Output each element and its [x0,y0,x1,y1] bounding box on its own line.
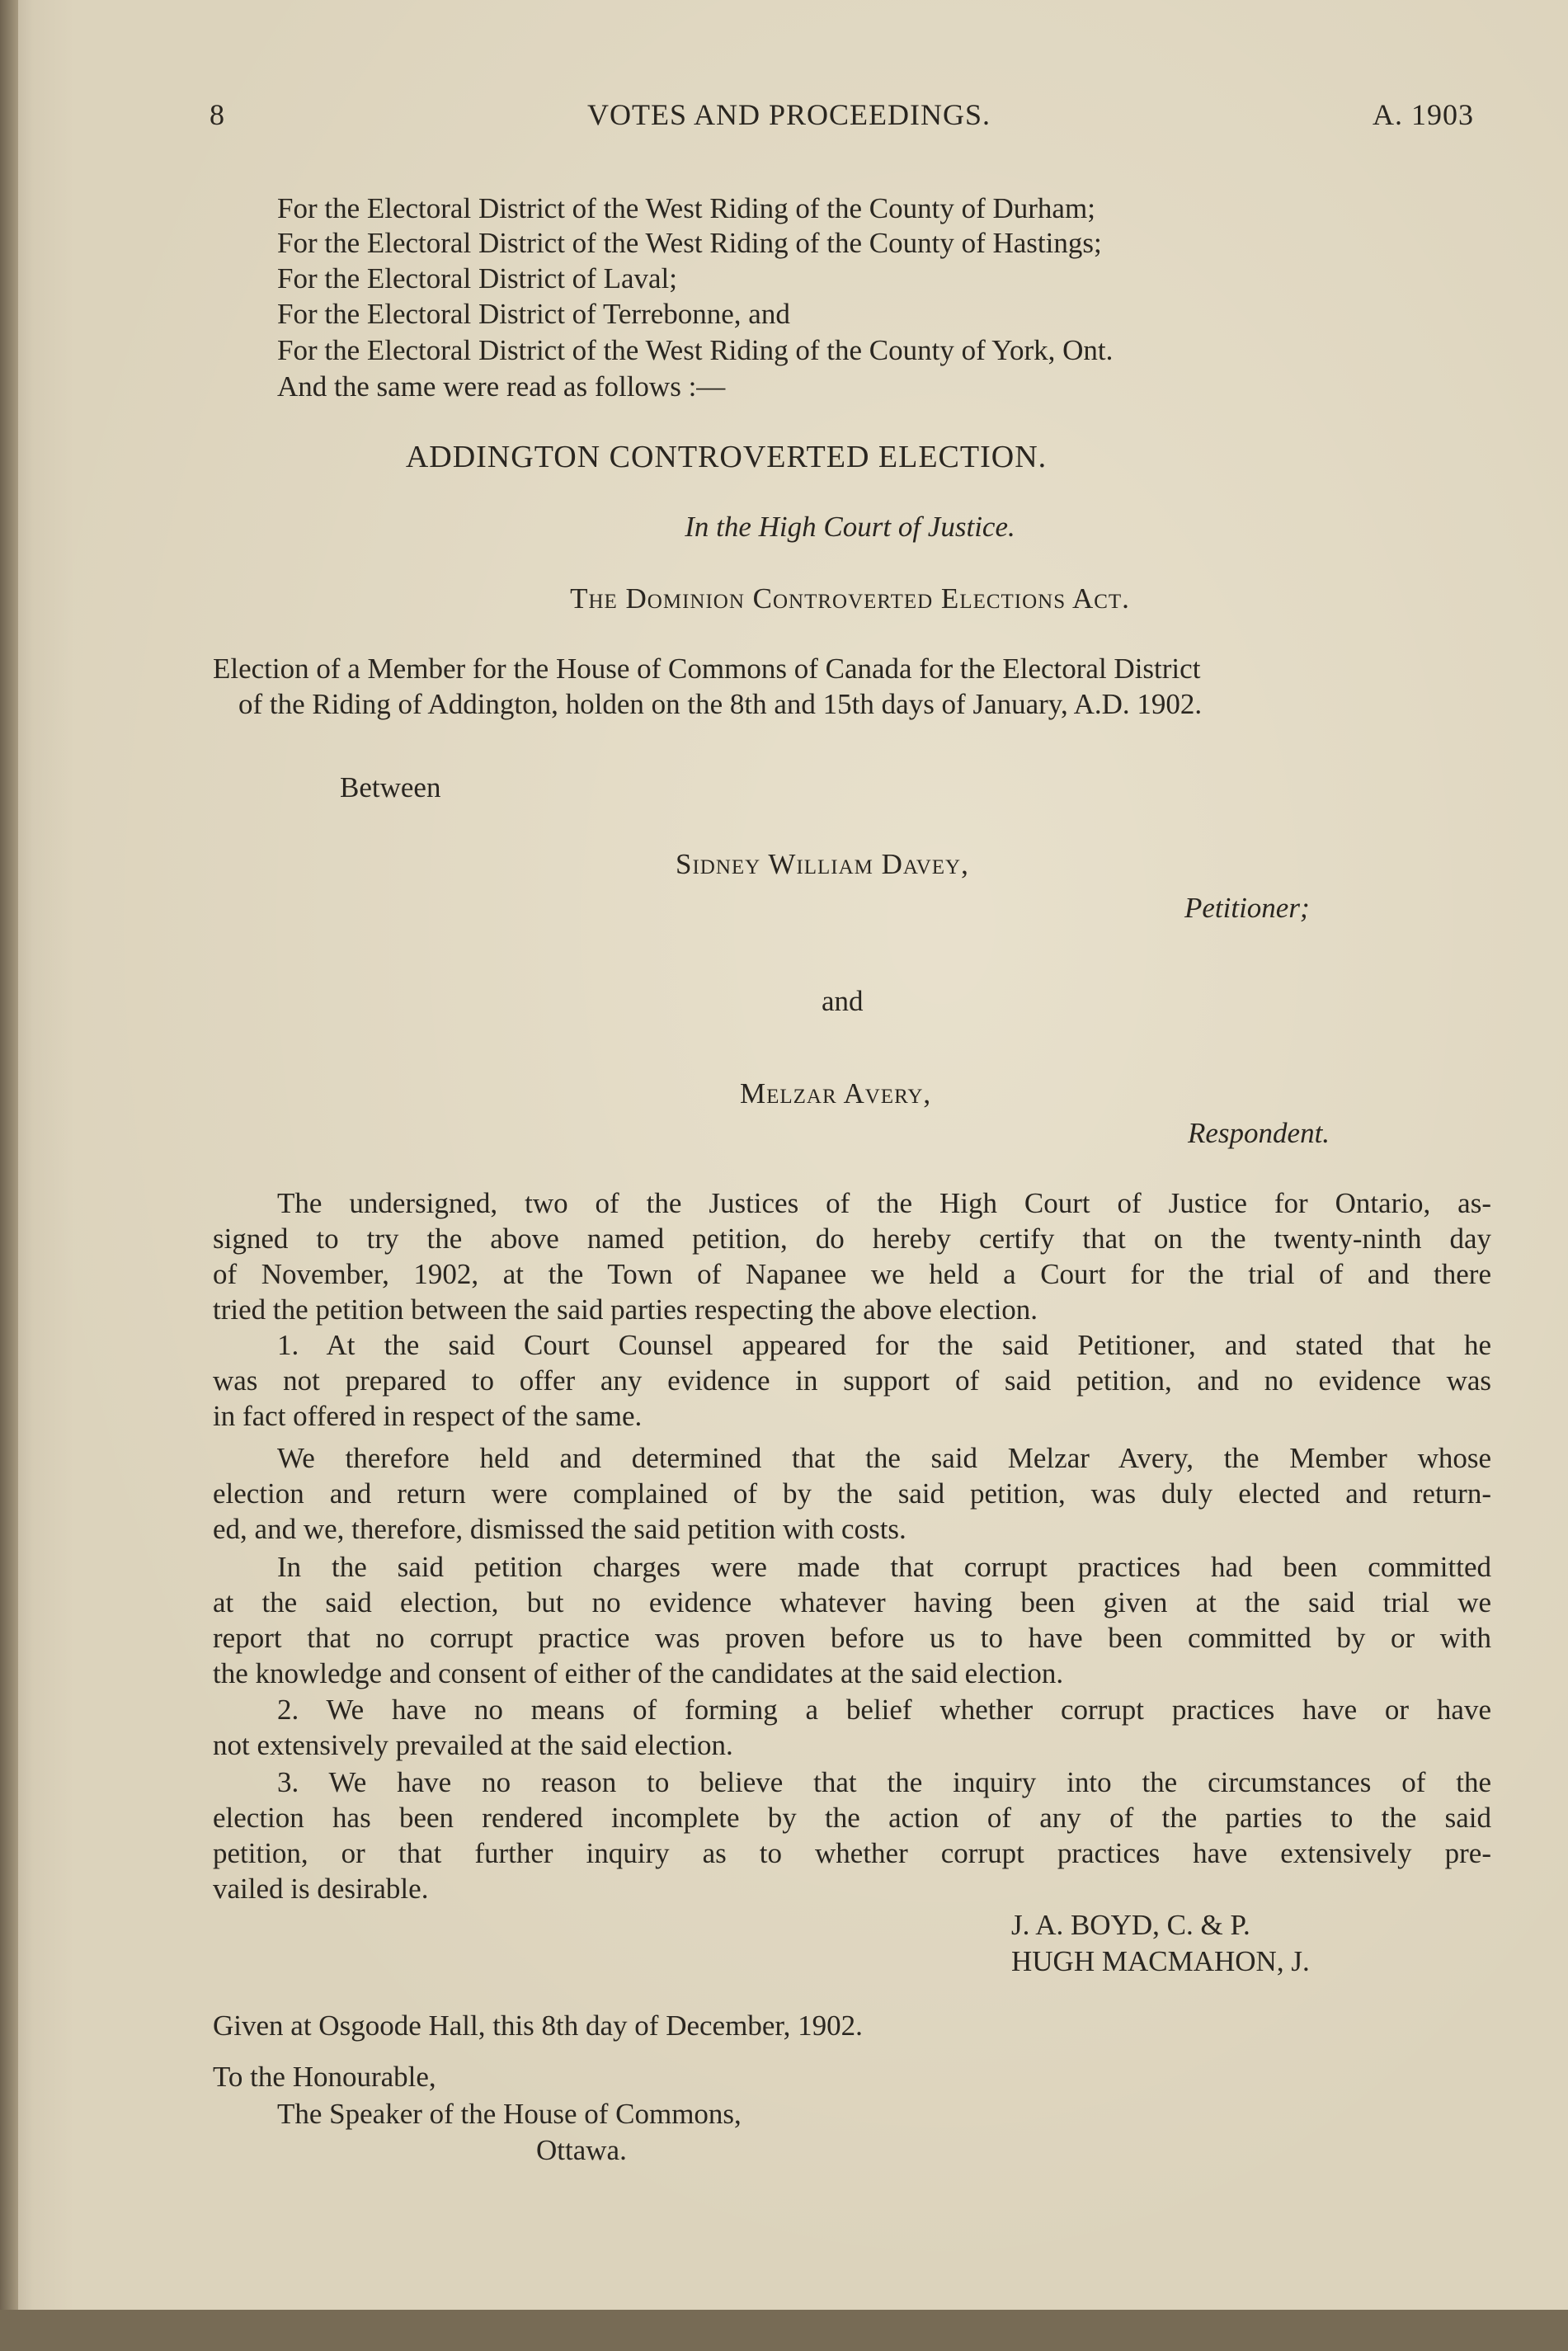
paragraph-line: 3. We have no reason to believe that the inquiry into the circumstances of the [277,1766,1491,1798]
petitioner-role: Petitioner; [1184,892,1310,924]
respondent-role: Respondent. [1188,1117,1330,1149]
paragraph-line: was not prepared to offer any evidence in support of said petition, and no evidence was [213,1364,1491,1397]
address-line-1: To the Honourable, [213,2061,436,2093]
paragraph-line: at the said election, but no evidence whatever having been given at the said trial we [213,1586,1491,1618]
given-at-line: Given at Osgoode Hall, this 8th day of December, 1902. [213,2009,863,2042]
act-name: The Dominion Controverted Elections Act. [570,582,1130,615]
district-line: For the Electoral District of Laval; [277,262,677,294]
election-line-2: of the Riding of Addington, holden on the 8th and 15th days of January, A.D. 1902. [238,688,1203,720]
paragraph-line: election has been rendered incomplete by the action of any of the parties to the said [213,1802,1491,1834]
paragraph-line: not extensively prevailed at the said election. [213,1729,733,1761]
paragraph-line: We therefore held and determined that the said Melzar Avery, the Member whose [277,1442,1491,1474]
district-line: For the Electoral District of the West Riding of the County of Durham; [277,192,1095,224]
district-line: For the Electoral District of the West Riding of the County of Hastings; [277,227,1102,259]
paragraph-line: petition, or that further inquiry as to whether corrupt practices have extensively pre- [213,1837,1491,1869]
paragraph-line: of November, 1902, at the Town of Napanee we held a Court for the trial of and there [213,1258,1491,1290]
paragraph-line: ed, and we, therefore, dismissed the said petition with costs. [213,1513,906,1545]
page-bottom-edge [0,2310,1568,2351]
respondent-name: Melzar Avery, [740,1077,932,1110]
running-title: VOTES AND PROCEEDINGS. [587,98,991,131]
district-line: For the Electoral District of the West Riding of the County of York, Ont. [277,334,1114,366]
book-spine [0,0,18,2351]
paragraph-line: in fact offered in respect of the same. [213,1400,643,1432]
paragraph-line: 2. We have no means of forming a belief whether corrupt practices have or have [277,1694,1491,1726]
paragraph-line: election and return were complained of by the said petition, was duly elected and return- [213,1477,1491,1510]
read-as-follows: And the same were read as follows :— [277,370,726,403]
address-line-2: The Speaker of the House of Commons, [277,2098,742,2130]
paragraph-line: signed to try the above named petition, do hereby certify that on the twenty-ninth day [213,1223,1491,1255]
and-label: and [822,985,864,1017]
document-title: ADDINGTON CONTROVERTED ELECTION. [405,440,1048,474]
page-number: 8 [210,98,225,131]
between-label: Between [340,771,441,803]
signature-macmahon: HUGH MACMAHON, J. [1011,1945,1310,1977]
election-line-1: Election of a Member for the House of Commons of Canada for the Electoral District [213,653,1201,685]
paragraph-line: In the said petition charges were made that corrupt practices had been committed [277,1551,1491,1583]
paragraph-line: report that no corrupt practice was proven before us to have been committed by or with [213,1622,1491,1654]
signature-boyd: J. A. BOYD, C. & P. [1011,1909,1250,1941]
paragraph-line: vailed is desirable. [213,1873,429,1905]
paragraph-line: 1. At the said Court Counsel appeared for the said Petitioner, and stated that he [277,1329,1491,1361]
address-line-3: Ottawa. [536,2134,627,2166]
year-label: A. 1903 [1373,98,1474,131]
paragraph-line: tried the petition between the said parties respecting the above election. [213,1293,1038,1326]
paragraph-line: The undersigned, two of the Justices of the High Court of Justice for Ontario, as- [277,1187,1491,1219]
petitioner-name: Sidney William Davey, [676,848,969,880]
court-name: In the High Court of Justice. [685,511,1015,543]
district-line: For the Electoral District of Terrebonne, and [277,298,790,330]
paragraph-line: the knowledge and consent of either of the candidates at the said election. [213,1657,1064,1689]
